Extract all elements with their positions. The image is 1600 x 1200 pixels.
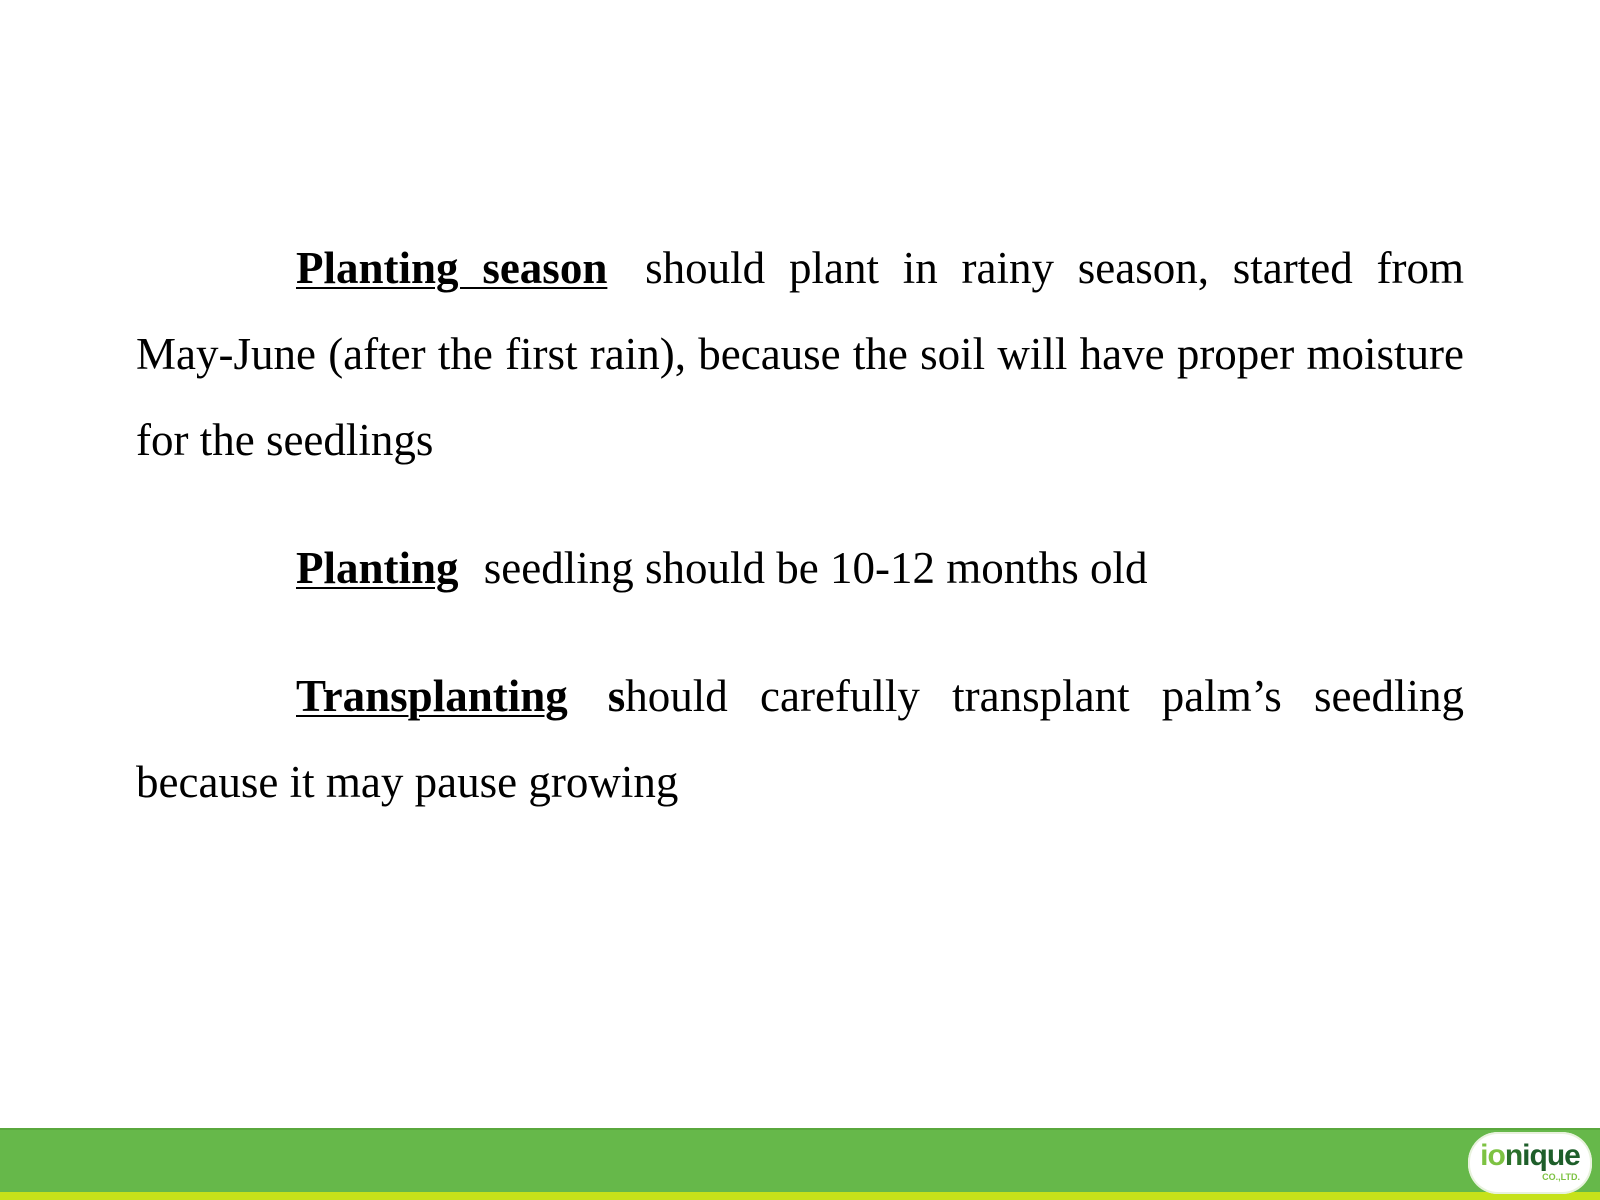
paragraph-planting-season <box>136 225 1464 483</box>
paragraph-text: should plant in rainy season, started from May-June (after the first rain), because the soil will have proper moisture for the seedlings <box>136 243 1465 465</box>
term-planting-season: Planting season <box>296 243 608 293</box>
footer-stripe <box>0 1192 1600 1200</box>
logo-subtext: CO.,LTD. <box>1542 1172 1580 1182</box>
footer-band <box>0 1128 1600 1200</box>
term-transplanting: Transplanting <box>296 671 568 721</box>
paragraph-planting <box>136 525 1464 611</box>
logo-wordmark: ionique <box>1480 1139 1580 1172</box>
paragraph-bold-initial: s <box>607 671 626 721</box>
paragraph-text: hould carefully transplant palm’s seedling because it may pause growing <box>136 671 1464 807</box>
paragraph-transplanting <box>136 653 1464 825</box>
company-logo <box>1468 1132 1592 1194</box>
term-planting: Planting <box>296 543 459 593</box>
paragraph-text: seedling should be 10-12 months old <box>483 543 1148 593</box>
slide-body <box>136 225 1464 867</box>
